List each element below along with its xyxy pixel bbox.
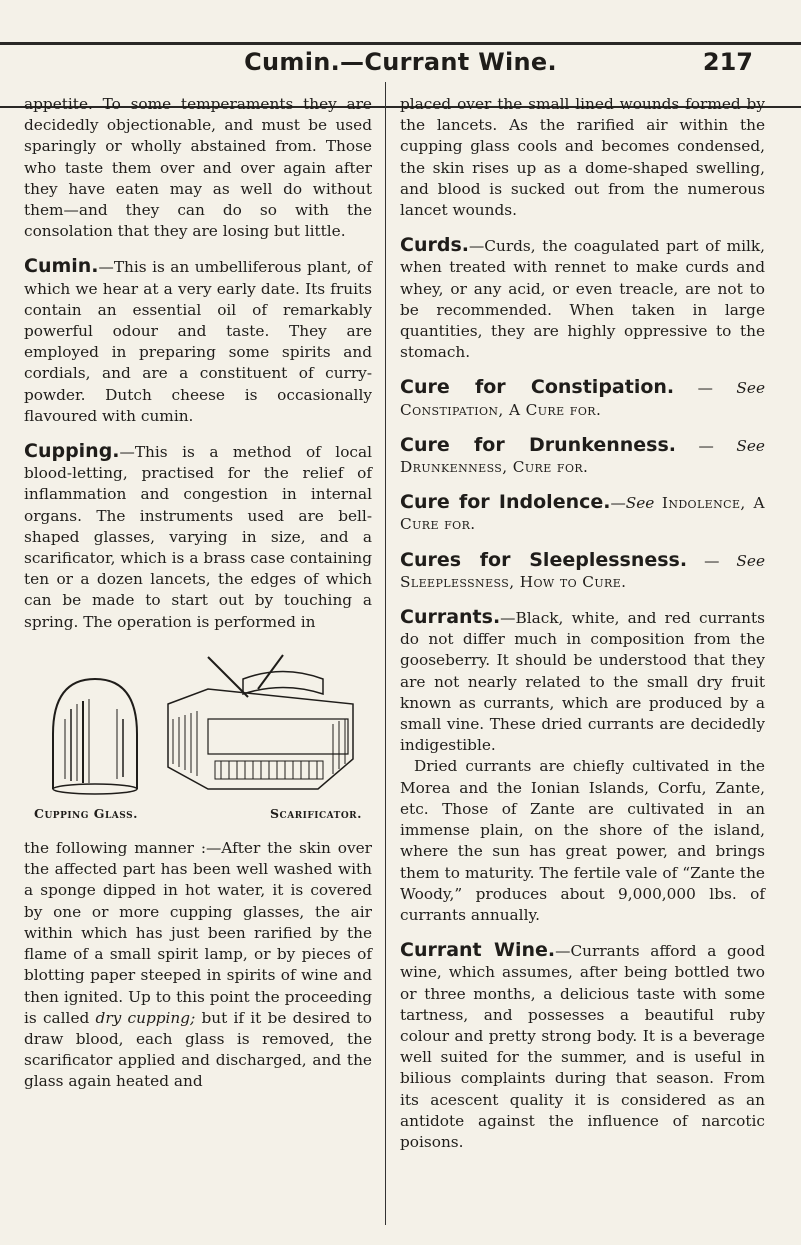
headword-currants: Currants.: [400, 606, 501, 629]
entry-cupping-body: —This is a method of local blood-letting, practised for the relief of inflammation and congestion in internal organs. The instruments used are bell-shaped glasses, varying in size, and a scarificator, which is a brass case containing ten or a dozen lancets, the edges of which can be made to start out by touching a spring. The operation is performed in: [24, 443, 372, 631]
entry-cumin: [24, 256, 372, 427]
caption-cupping-glass: Cupping Glass.: [34, 805, 138, 821]
page-number: 217: [702, 48, 753, 76]
see-label: See: [736, 379, 765, 398]
right-column: [400, 94, 765, 1225]
paragraph-continuation-right: placed over the small lined wounds formed by the lancets. As the rarified air within the cupping glass cools and becomes condensed, the skin rises up as a dome-shaped swelling, and blood is sucked out from the numerous lancet wounds.: [400, 95, 765, 220]
entry-cumin-body: —This is an umbelliferous plant, of which we hear at a very early date. Its fruits contain an essential oil of remarkably powerful odour and taste. They are employed in preparing some spirits and cordials, and are a constituent of curry-powder. Dutch cheese is occasionally flavoured with cumin.: [24, 258, 372, 425]
headword-cure-indolence: Cure for Indolence.: [400, 491, 611, 514]
headword-cures-sleeplessness: Cures for Sleeplessness.: [400, 548, 688, 571]
column-divider: [385, 82, 386, 1225]
headword-curds: Curds.: [400, 234, 469, 257]
page-header: [0, 30, 801, 74]
entry-currant-wine: [400, 940, 765, 1153]
see-label: See: [625, 494, 655, 513]
cross-reference: Indolence, A Cure for.: [400, 494, 765, 534]
headword-cumin: Cumin.: [24, 255, 99, 278]
scarificator-illustration: [168, 655, 353, 789]
cupping-illustration: [33, 649, 363, 799]
headword-cupping: Cupping.: [24, 440, 120, 463]
entry-currants-body-2: Dried currants are chiefly cultivated in the Morea and the Ionian Islands, Corfu, Zante, etc. Those of Zante are cultivated in an immense plain, on the shore of the island, where the sun has great power, and brings them to maturity. The fertile vale of “Zante the Woody,” produces about 9,000,000 lbs. of currants annually.: [400, 757, 765, 924]
entry-curds: [400, 235, 765, 363]
cross-reference: Constipation, A Cure for.: [400, 400, 602, 419]
entry-cure-drunkenness: Cure for Drunkenness. — See Drunkenness, Cure for.: [400, 433, 765, 477]
paragraph-cupping-procedure: [24, 838, 372, 1092]
see-label: See: [736, 551, 765, 570]
headword-cure-drunkenness: Cure for Drunkenness.: [400, 433, 676, 456]
running-title: Cumin.—Currant Wine.: [244, 48, 557, 76]
cupping-glass-illustration: [53, 679, 137, 794]
caption-scarificator: Scarificator.: [270, 805, 362, 821]
see-label: See: [736, 436, 765, 455]
entry-currants-body: —Black, white, and red currants do not differ much in composition from the gooseberry. It should be understood that they are not nearly related to the small dry fruit known as currants, which are produced by a small vine. These dried currants are decidedly indigestible.: [400, 609, 765, 755]
cupping-procedure-text-2: but if it be desired to draw blood, each glass is removed, the scarificator applied and discharged, and the glass again heated and: [24, 1008, 372, 1091]
entry-cures-sleeplessness: Cures for Sleeplessness. — See Sleeplessness, How to Cure.: [400, 548, 765, 591]
headword-currant-wine: Currant Wine.: [400, 939, 556, 962]
left-column: [24, 94, 372, 1225]
dry-cupping-term: dry cupping;: [95, 1008, 196, 1027]
header-top-rule: [0, 42, 801, 45]
entry-cure-constipation: Cure for Constipation. — See Constipation, A Cure for.: [400, 376, 765, 419]
headword-cure-constipation: Cure for Constipation.: [400, 376, 675, 399]
entry-cupping: [24, 441, 372, 633]
entry-currants: [400, 607, 765, 756]
entry-curds-body: —Curds, the coagulated part of milk, when treated with rennet to make curds and whey, or any acid, or even treacle, are not to be recommended. When taken in large quantities, they are highly oppressive to the stomach.: [400, 237, 765, 362]
figure-captions: [24, 799, 372, 832]
entry-cure-indolence: Cure for Indolence.—See Indolence, A Cure for.: [400, 491, 765, 534]
paragraph-continuation: appetite. To some temperaments they are decidedly objectionable, and must be used sparingly or wholly abstained from. Those who taste them over and over again after they have eaten may as well do without them—and they can do so with the consolation that they are losing but little.: [24, 95, 372, 241]
cupping-figure: [24, 649, 372, 832]
cupping-procedure-text: the following manner :—After the skin over the affected part has been well washed with a sponge dipped in hot water, it is covered by one or more cupping glasses, the air within which has just been rarified by the flame of a small spirit lamp, or by pieces of blotting paper steeped in spirits of wine and then ignited. Up to this point the proceeding is called: [24, 839, 372, 1027]
cross-reference: Drunkenness, Cure for.: [400, 458, 589, 477]
entry-currant-wine-body: —Currants afford a good wine, which assumes, after being bottled two or three months, a delicious taste with some tartness, and possesses a beautiful ruby colour and pretty strong body. It is a beverage well suited for the summer, and is useful in bilious complaints during that season. From its acescent quality it is considered as an antidote against the influence of narcotic poisons.: [400, 942, 765, 1151]
cross-reference: Sleeplessness, How to Cure.: [400, 572, 627, 591]
